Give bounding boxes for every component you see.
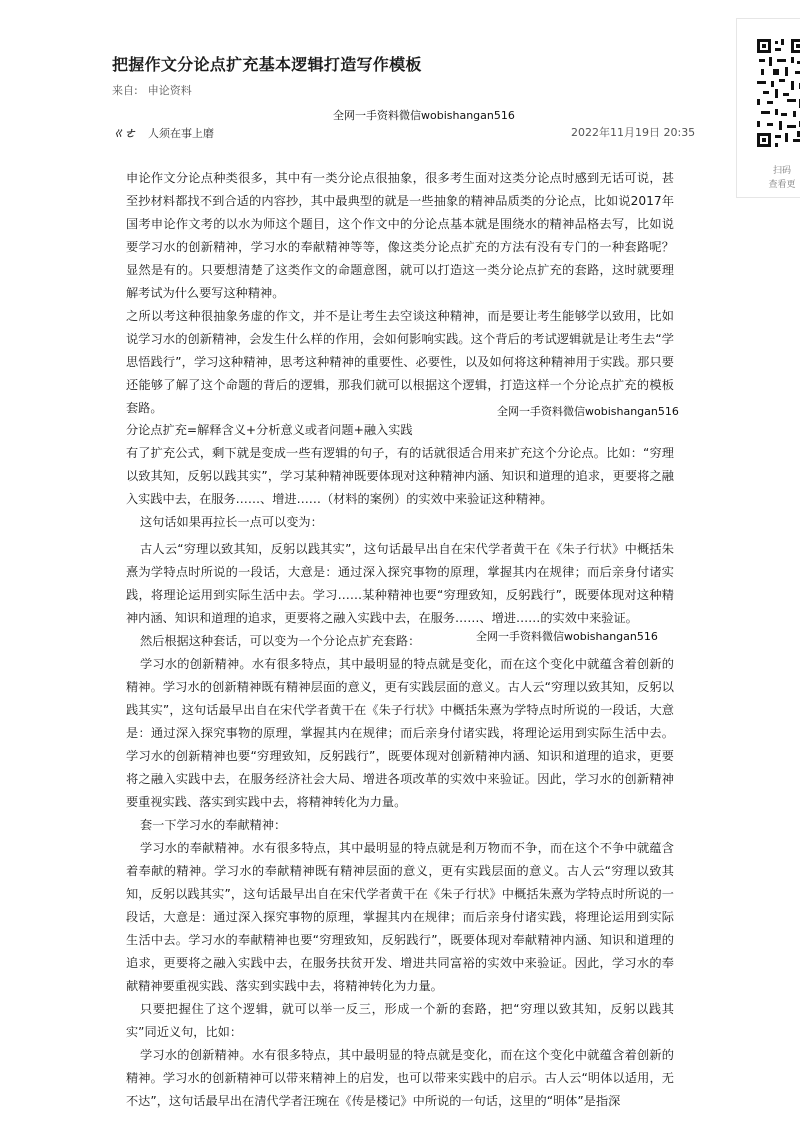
paragraph: 学习水的奉献精神。水有很多特点，其中最明显的特点就是利万物而不争，而在这个不争中就蕴含着奉献的精神。学习水的奉献精神既有精神层面的意义，更有实践层面的意义。古人云“穷理以致其知，反躬以践其实”，这句话最早出自在宋代学者黄干在《朱子行状》中概括朱熹为学特点时所说的一段话，大意是：通过深入探究事物的原理，掌握其内在规律；而后亲身付诸实践，将理论运用到实际生活中去。学习水的奉献精神也要“穷理致知，反躬践行”，既要体现对奉献精神内涵、知识和道理的追求，更要将之融入实践中去，在服务扶贫开发、增进共同富裕的实效中来验证。因此，学习水的奉献精神要重视实践、落实到实践中去，将精神转化为力量。 <box>126 841 674 993</box>
paragraph: 学习水的创新精神。水有很多特点，其中最明显的特点就是变化，而在这个变化中就蕴含着创新的精神。学习水的创新精神既有精神层面的意义，更有实践层面的意义。古人云“穷理以致其知，反躬以践其实”，这句话最早出自在宋代学者黄干在《朱子行状》中概括朱熹为学特点时所说的一段话，大意是：通过深入探究事物的原理，掌握其内在规律；而后亲身付诸实践，将理论运用到实际生活中去。学习水的创新精神也要“穷理致知，反躬践行”，既要体现对创新精神内涵、知识和道理的追求，更要将之融入实践中去，在服务经济社会大局、增进各项改革的实效中来验证。因此，学习水的创新精神要重视实践、落实到实践中去，将精神转化为力量。 <box>126 657 674 809</box>
author-row <box>112 124 214 141</box>
paragraph: 学习水的创新精神。水有很多特点，其中最明显的特点就是变化，而在这个变化中就蕴含着创新的精神。学习水的创新精神可以带来精神上的启发，也可以带来实践中的启示。古人云“明体以适用，无不达”，这句话最早出在清代学者汪琬在《传是楼记》中所说的一句话，这里的“明体”是指深 <box>126 1048 674 1108</box>
source-name[interactable]: 申论资料 <box>147 84 192 97</box>
article-source <box>112 82 202 98</box>
author-logo-icon: ㄍㄜ <box>112 126 137 140</box>
paragraph: 然后根据这种套话，可以变为一个分论点扩充套路： <box>140 634 421 648</box>
article-title: 把握作文分论点扩充基本逻辑打造写作模板 <box>112 55 422 74</box>
watermark-middle: 全网一手资料微信wobishangan516 <box>497 405 679 418</box>
paragraph: 这句话如果再拉长一点可以变为： <box>140 515 323 529</box>
publish-date: 2022年11月19日 20:35 <box>571 126 696 139</box>
qr-code-icon <box>757 39 800 147</box>
paragraph: 只要把握住了这个逻辑，就可以举一反三，形成一个新的套路，把“穷理以致其知，反躬以践其实”同近义句，比如： <box>126 1002 674 1039</box>
paragraph: 之所以考这种很抽象务虚的作文，并不是让考生去空谈这种精神，而是要让考生能够学以致用，比如说学习水的创新精神，会发生什么样的作用，会如何影响实践。这个背后的考试逻辑就是让考生去“学思悟践行”，学习这种精神，思考这种精神的重要性、必要性，以及如何将这种精神用于实践。那只要还能够了解了这个命题的背后的逻辑，那我们就可以根据这个逻辑，打造这样一个分论点扩充的模板套路。 <box>126 309 674 415</box>
paragraph: 套一下学习水的奉献精神： <box>140 818 287 832</box>
watermark-lower: 全网一手资料微信wobishangan516 <box>476 630 658 643</box>
paragraph: 古人云“穷理以致其知，反躬以践其实”，这句话最早出自在宋代学者黄干在《朱子行状》中概括朱熹为学特点时所说的一段话，大意是：通过深入探究事物的原理，掌握其内在规律；而后亲身付诸实践，将理论运用到实际生活中去。学习……某种精神也要“穷理致知，反躬践行”，既要体现对这种精神内涵、知识和道理的追求，更要将之融入实践中去，在服务……、增进……的实效中来验证。 <box>126 542 674 625</box>
qr-panel[interactable] <box>736 18 800 198</box>
paragraph: 分论点扩充=解释含义+分析意义或者问题+融入实践 <box>126 423 413 437</box>
watermark-top: 全网一手资料微信wobishangan516 <box>333 109 515 122</box>
qr-caption-scan: 扫码 <box>772 166 791 176</box>
paragraph: 有了扩充公式，剩下就是变成一些有逻辑的句子，有的话就很适合用来扩充这个分论点。比如：“穷理以致其知，反躬以践其实”，学习某种精神既要体现对这种精神内涵、知识和道理的追求，更要将之融入实践中去，在服务……、增进……（材料的案例）的实效中来验证这种精神。 <box>126 446 674 506</box>
source-label: 来自: <box>112 84 138 97</box>
qr-caption-more: 查看更 <box>768 180 796 190</box>
author-name[interactable]: 人须在事上磨 <box>148 126 215 140</box>
paragraph: 申论作文分论点种类很多，其中有一类分论点很抽象，很多考生面对这类分论点时感到无话可说，甚至抄材料都找不到合适的内容抄，其中最典型的就是一些抽象的精神品质类的分论点，比如说2017年国考申论作文考的以水为师这个题目，这个作文中的分论点基本就是围绕水的精神品格去写，比如说要学习水的创新精神，学习水的奉献精神等等，像这类分论点扩充的方法有没有专门的一种套路呢？显然是有的。只要想清楚了这类作文的命题意图，就可以打造这一类分论点扩充的套路，这时就要理解考试为什么要写这种精神。 <box>126 171 674 300</box>
